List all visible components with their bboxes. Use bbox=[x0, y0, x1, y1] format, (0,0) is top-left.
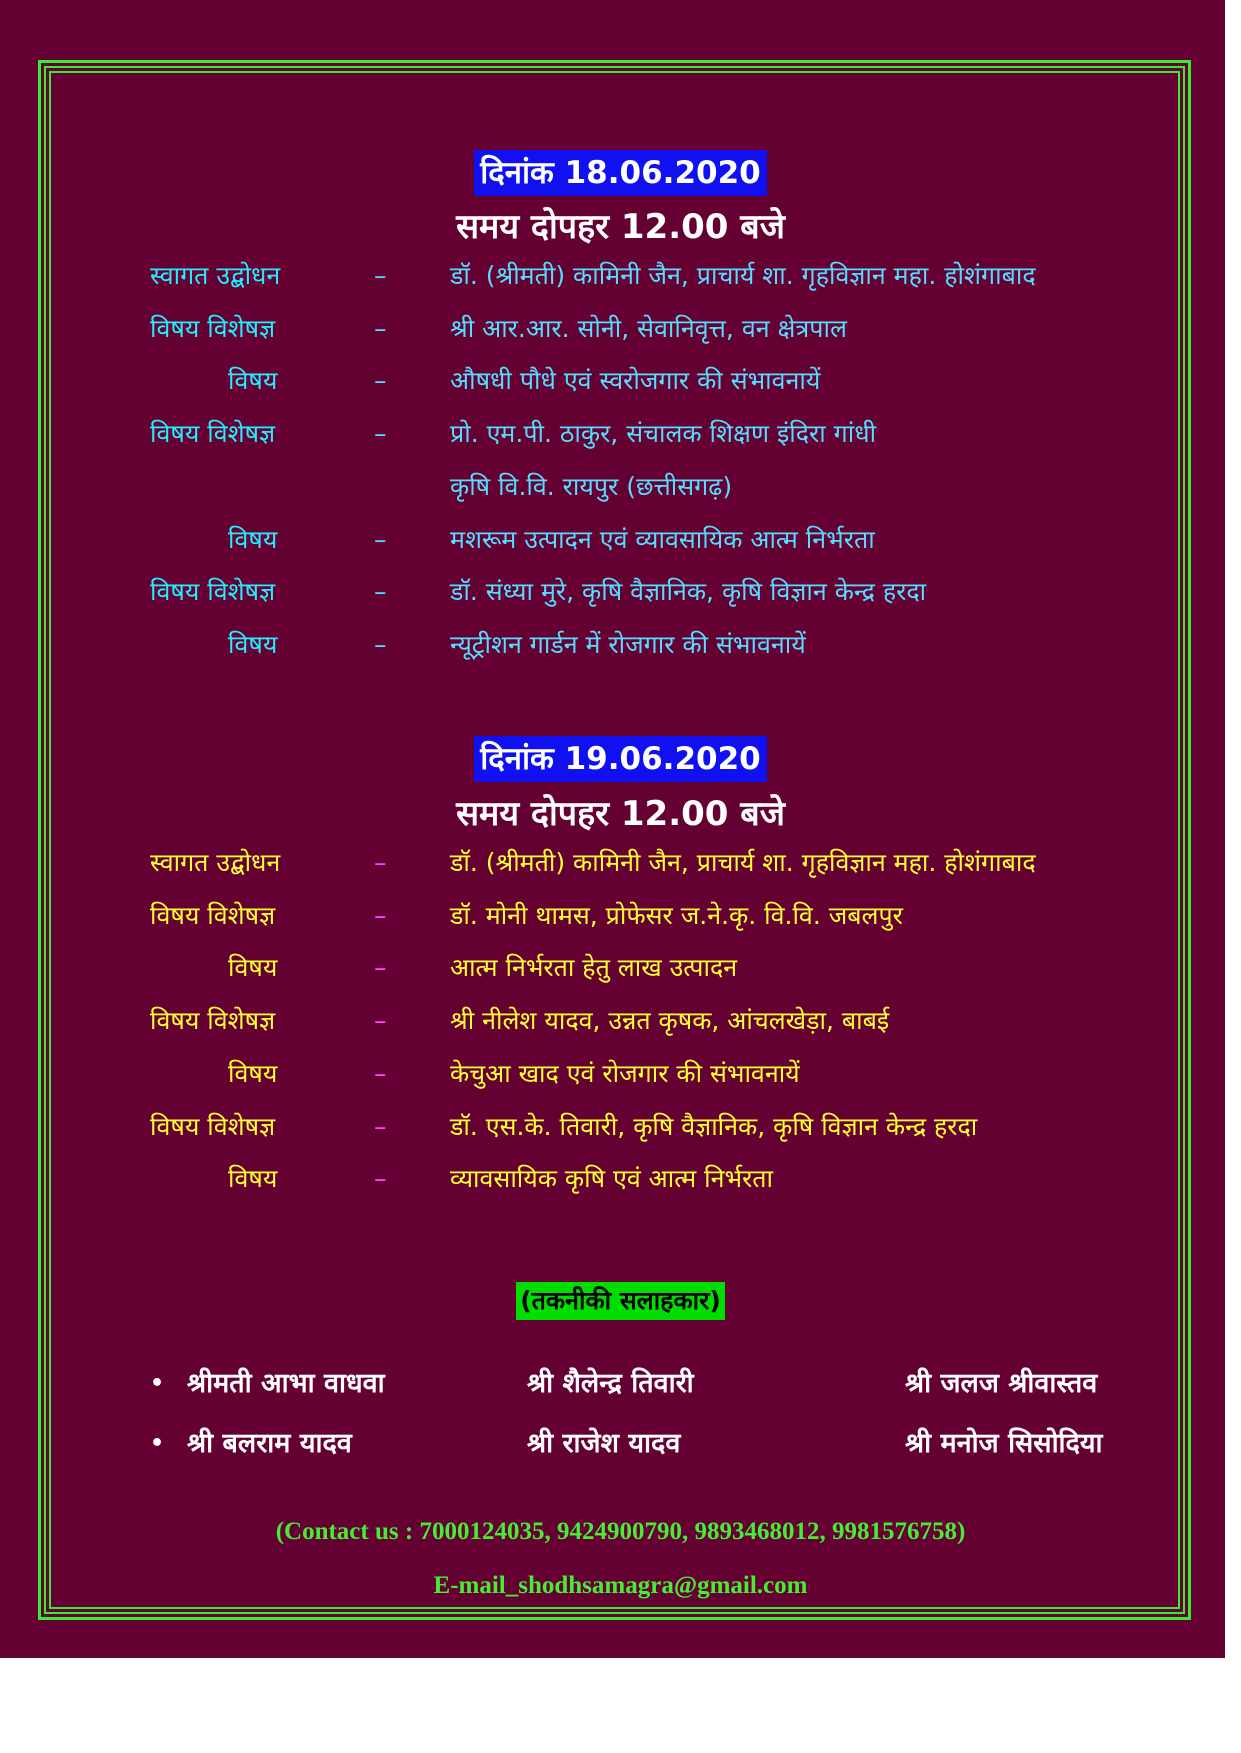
advisor-name: श्री बलराम यादव bbox=[187, 1428, 352, 1459]
row-dash: – bbox=[374, 366, 387, 395]
session1-row bbox=[0, 416, 1241, 452]
session2-row bbox=[0, 1161, 1241, 1197]
row-dash: – bbox=[374, 848, 387, 877]
session2-row bbox=[0, 898, 1241, 934]
row-label: स्वागत उद्बोधन bbox=[150, 848, 281, 877]
row-dash: – bbox=[374, 419, 387, 448]
session1-date-wrap bbox=[0, 150, 1241, 196]
row-value: कृषि वि.वि. रायपुर (छत्तीसगढ़) bbox=[450, 472, 733, 501]
session1-row bbox=[0, 363, 1241, 399]
row-label: विषय विशेषज्ञ bbox=[150, 1112, 276, 1141]
advisor-name: श्रीमती आभा वाधवा bbox=[187, 1368, 385, 1399]
session1-row bbox=[0, 627, 1241, 663]
advisors-row bbox=[0, 1364, 1241, 1404]
session2-row bbox=[0, 1056, 1241, 1092]
row-label: विषय bbox=[228, 1059, 278, 1088]
row-value: औषधी पौधे एवं स्वरोजगार की संभावनायें bbox=[450, 366, 821, 395]
session1-row bbox=[0, 258, 1241, 294]
row-value: आत्म निर्भरता हेतु लाख उत्पादन bbox=[450, 953, 738, 982]
row-value: डॉ. (श्रीमती) कामिनी जैन, प्राचार्य शा. गृहविज्ञान महा. होशंगाबाद bbox=[450, 848, 1036, 877]
row-value: डॉ. मोनी थामस, प्रोफेसर ज.ने.कृ. वि.वि. जबलपुर bbox=[450, 901, 903, 930]
session2-row bbox=[0, 845, 1241, 881]
contact-email: E-mail_shodhsamagra@gmail.com bbox=[433, 1572, 808, 1599]
row-value: डॉ. संध्या मुरे, कृषि वैज्ञानिक, कृषि विज्ञान केन्द्र हरदा bbox=[450, 577, 927, 606]
advisor-name: श्री जलज श्रीवास्तव bbox=[905, 1368, 1098, 1399]
row-label: स्वागत उद्बोधन bbox=[150, 261, 281, 290]
session2-time: समय दोपहर 12.00 बजे bbox=[456, 794, 785, 834]
row-value: श्री आर.आर. सोनी, सेवानिवृत्त, वन क्षेत्रपाल bbox=[450, 314, 847, 343]
row-dash: – bbox=[374, 1164, 387, 1193]
session2-row bbox=[0, 1109, 1241, 1145]
row-label: विषय bbox=[228, 630, 278, 659]
session1-time: समय दोपहर 12.00 बजे bbox=[456, 207, 785, 247]
advisor-name: श्री मनोज सिसोदिया bbox=[905, 1428, 1103, 1459]
row-dash: – bbox=[374, 1006, 387, 1035]
bullet-icon: • bbox=[150, 1431, 165, 1456]
row-dash: – bbox=[374, 1112, 387, 1141]
row-value: न्यूट्रीशन गार्डन में रोजगार की संभावनायें bbox=[450, 630, 806, 659]
row-label: विषय विशेषज्ञ bbox=[150, 901, 276, 930]
row-dash: – bbox=[374, 261, 387, 290]
row-value: डॉ. एस.के. तिवारी, कृषि वैज्ञानिक, कृषि विज्ञान केन्द्र हरदा bbox=[450, 1112, 978, 1141]
row-dash: – bbox=[374, 577, 387, 606]
row-dash: – bbox=[374, 953, 387, 982]
advisors-row bbox=[0, 1424, 1241, 1464]
session2-date: दिनांक 19.06.2020 bbox=[474, 736, 766, 782]
row-label: विषय विशेषज्ञ bbox=[150, 314, 276, 343]
row-dash: – bbox=[374, 314, 387, 343]
row-dash: – bbox=[374, 630, 387, 659]
row-value: व्यावसायिक कृषि एवं आत्म निर्भरता bbox=[450, 1164, 774, 1193]
row-value: डॉ. (श्रीमती) कामिनी जैन, प्राचार्य शा. गृहविज्ञान महा. होशंगाबाद bbox=[450, 261, 1036, 290]
row-label: विषय bbox=[228, 525, 278, 554]
row-label: विषय bbox=[228, 1164, 278, 1193]
advisor-name: श्री राजेश यादव bbox=[527, 1428, 681, 1459]
advisors-title: (तकनीकी सलाहकार) bbox=[516, 1282, 725, 1320]
row-label: विषय bbox=[228, 953, 278, 982]
session2-date-wrap bbox=[0, 736, 1241, 782]
session1-row bbox=[0, 574, 1241, 610]
row-dash: – bbox=[374, 1059, 387, 1088]
session1-date: दिनांक 18.06.2020 bbox=[474, 150, 766, 196]
advisor-name: श्री शैलेन्द्र तिवारी bbox=[527, 1368, 694, 1399]
row-value: मशरूम उत्पादन एवं व्यावसायिक आत्म निर्भरता bbox=[450, 525, 875, 554]
contact-phones: (Contact us : 7000124035, 9424900790, 9893468012, 9981576758) bbox=[275, 1518, 966, 1545]
bullet-icon: • bbox=[150, 1371, 165, 1396]
session1-row bbox=[0, 522, 1241, 558]
row-dash: – bbox=[374, 901, 387, 930]
row-label: विषय विशेषज्ञ bbox=[150, 419, 276, 448]
row-value: केचुआ खाद एवं रोजगार की संभावनायें bbox=[450, 1059, 800, 1088]
advisors-title-wrap bbox=[0, 1282, 1241, 1320]
row-value: श्री नीलेश यादव, उन्नत कृषक, आंचलखेड़ा, बाबई bbox=[450, 1006, 890, 1035]
session2-row bbox=[0, 1003, 1241, 1039]
session1-row bbox=[0, 469, 1241, 505]
row-label: विषय bbox=[228, 366, 278, 395]
row-dash: – bbox=[374, 525, 387, 554]
row-value: प्रो. एम.पी. ठाकुर, संचालक शिक्षण इंदिरा गांधी bbox=[450, 419, 877, 448]
row-label: विषय विशेषज्ञ bbox=[150, 577, 276, 606]
session2-row bbox=[0, 950, 1241, 986]
session1-row bbox=[0, 311, 1241, 347]
row-label: विषय विशेषज्ञ bbox=[150, 1006, 276, 1035]
